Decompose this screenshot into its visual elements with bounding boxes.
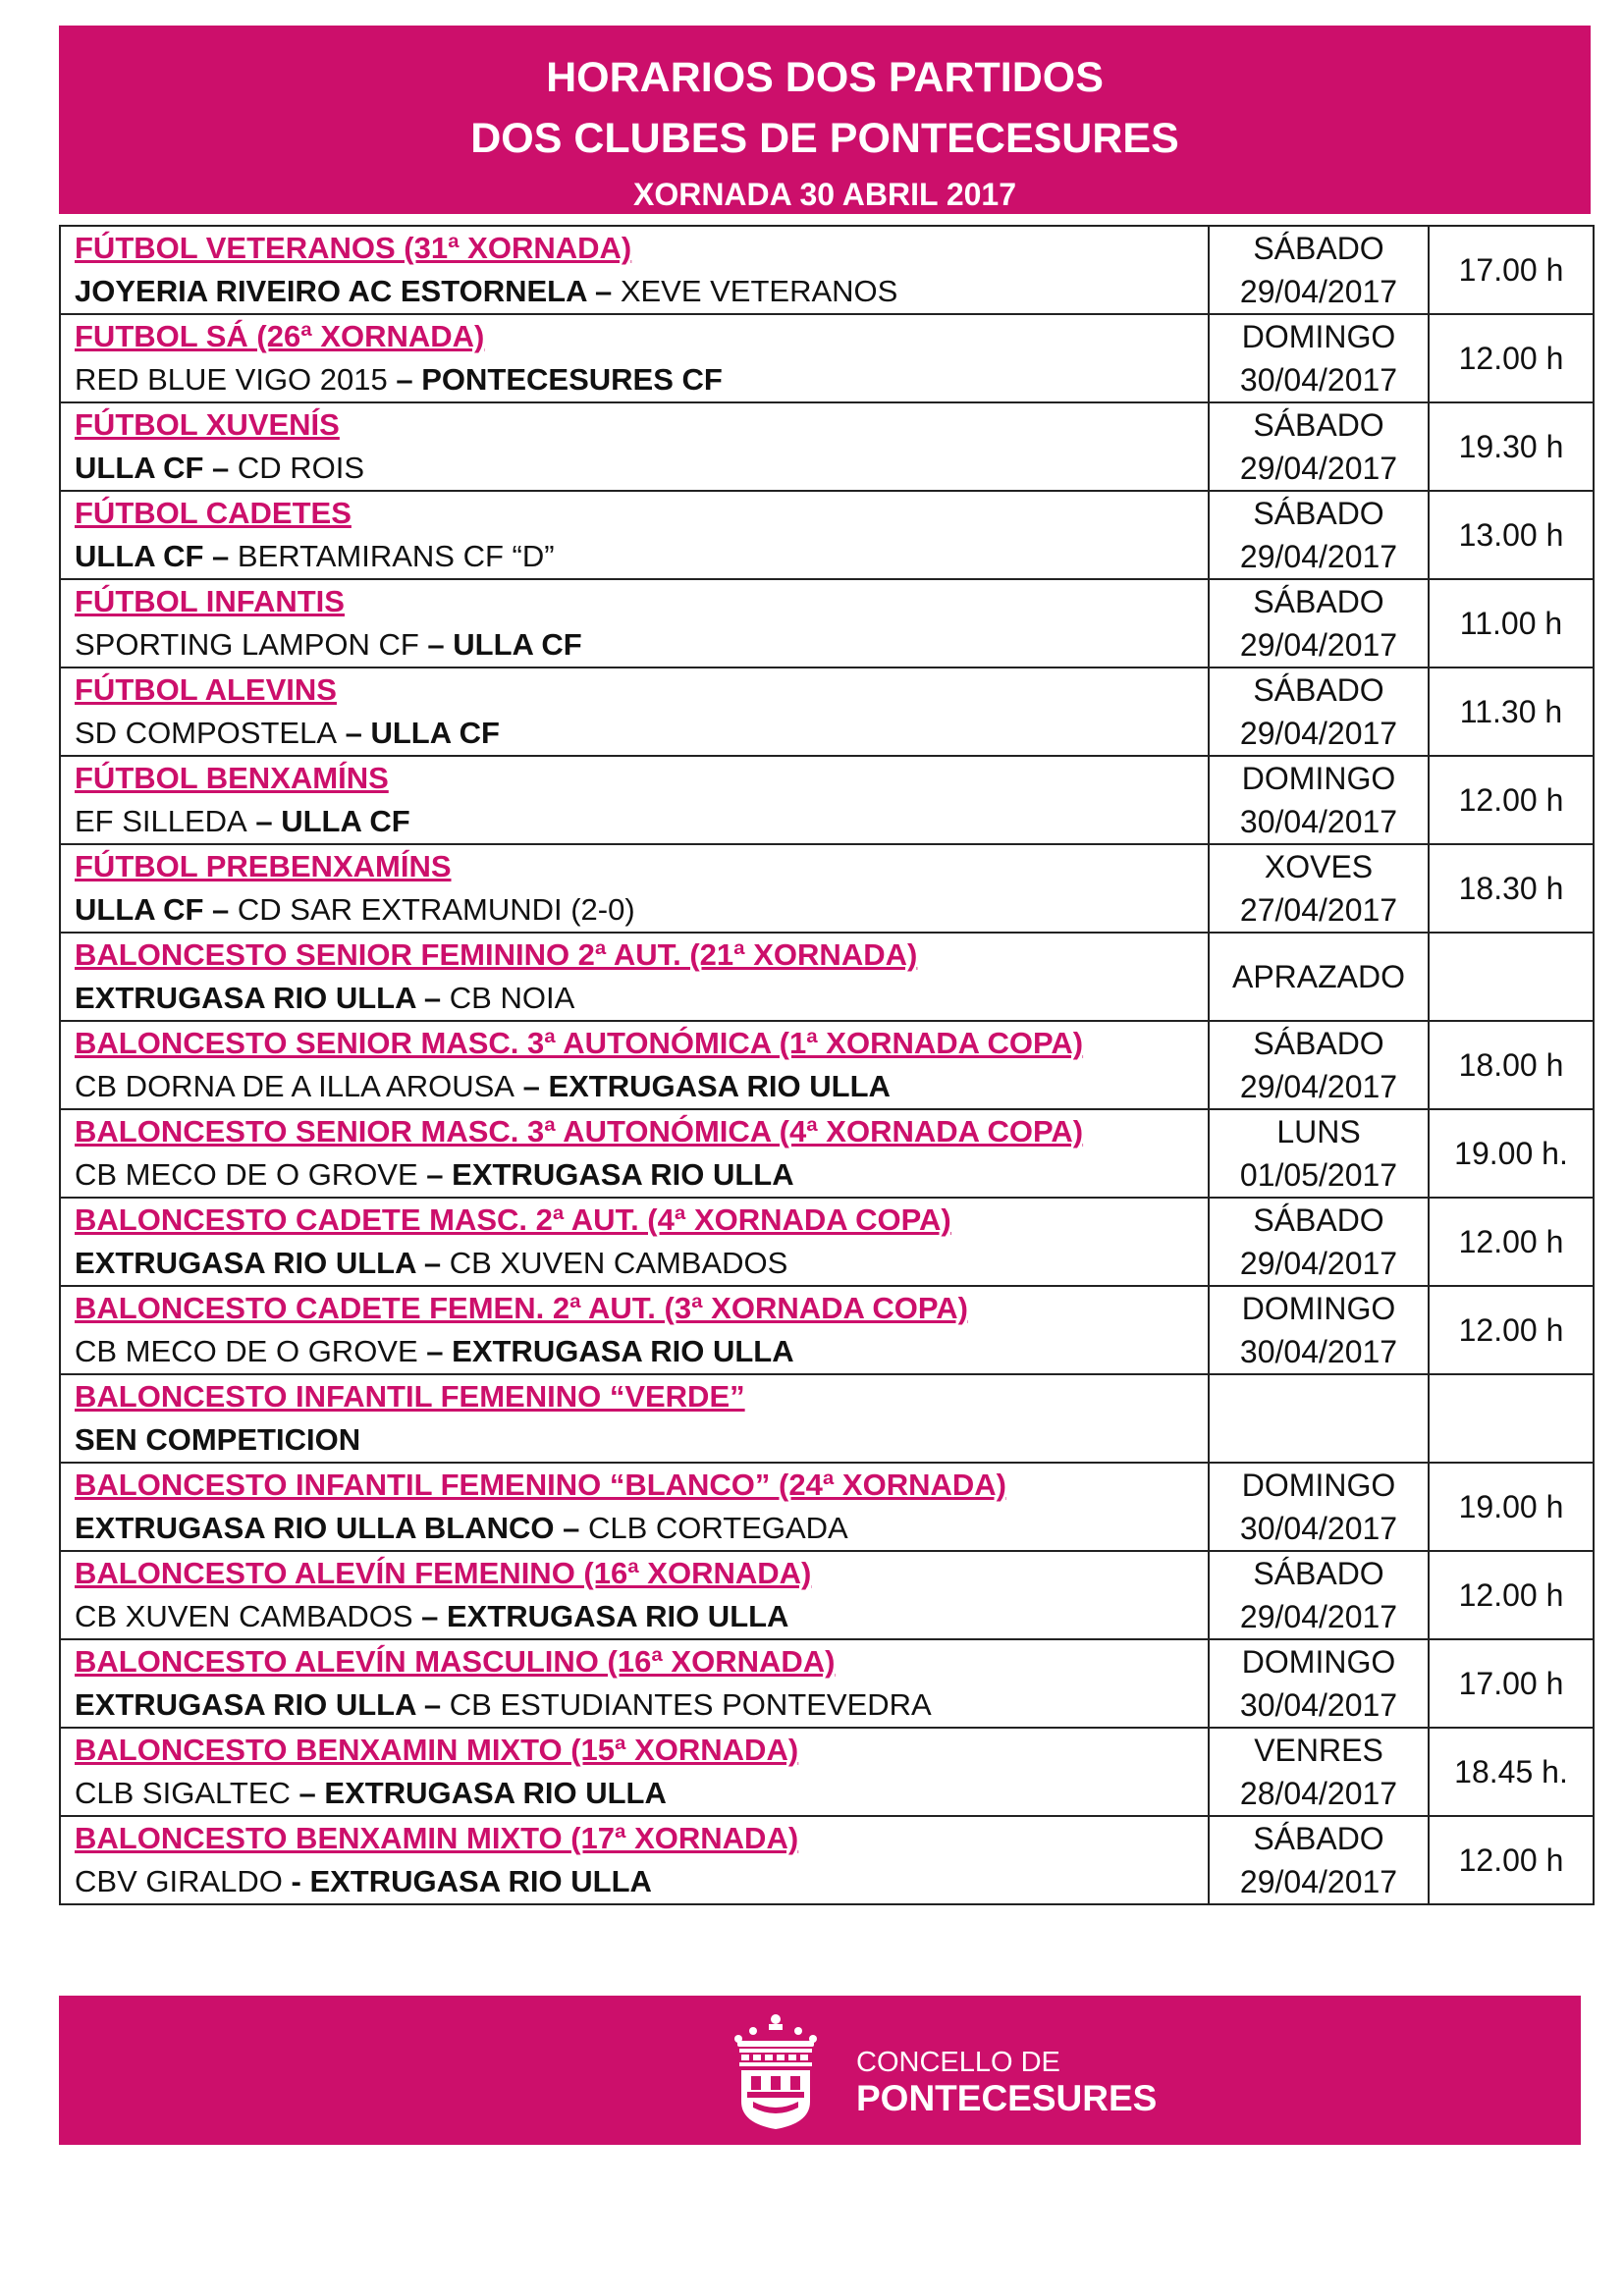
table-row xyxy=(60,1639,1594,1728)
match-cell xyxy=(60,667,1209,756)
table-row xyxy=(60,1463,1594,1551)
team-home: EF SILLEDA xyxy=(75,804,247,838)
category-label: FUTBOL SÁ (26ª XORNADA) xyxy=(75,319,485,353)
match-date: 30/04/2017 xyxy=(1239,1334,1398,1369)
weekday: DOMINGO xyxy=(1241,1291,1396,1326)
weekday: XOVES xyxy=(1264,849,1374,884)
match-date: 27/04/2017 xyxy=(1239,892,1398,928)
match-cell xyxy=(60,1728,1209,1816)
match-time: 12.00 h xyxy=(1458,1842,1564,1878)
team-separator: – xyxy=(203,539,238,573)
match-date: 29/04/2017 xyxy=(1239,1599,1398,1634)
match-cell xyxy=(60,402,1209,491)
town-crest-icon xyxy=(712,2011,839,2131)
team-home: SPORTING LAMPON CF xyxy=(75,627,419,662)
match-time: 12.00 h xyxy=(1458,1577,1564,1613)
match-cell xyxy=(60,1816,1209,1904)
match-time: 18.30 h xyxy=(1458,871,1564,906)
team-separator: – xyxy=(246,804,282,838)
category-label: FÚTBOL BENXAMÍNS xyxy=(75,761,389,795)
category-label: BALONCESTO INFANTIL FEMENINO “BLANCO” (24ª XORNADA) xyxy=(75,1468,1006,1502)
match-cell xyxy=(60,1109,1209,1198)
team-away: EXTRUGASA RIO ULLA xyxy=(446,1599,789,1633)
time-cell xyxy=(1429,226,1594,314)
teams-line xyxy=(75,888,1208,932)
date-cell xyxy=(1209,1109,1429,1198)
match-date: 30/04/2017 xyxy=(1239,362,1398,398)
team-separator: – xyxy=(586,274,621,308)
team-home: EXTRUGASA RIO ULLA BLANCO xyxy=(75,1511,555,1545)
time-cell xyxy=(1429,667,1594,756)
teams-line xyxy=(75,1330,1208,1373)
match-cell xyxy=(60,314,1209,402)
match-date: 29/04/2017 xyxy=(1239,539,1398,574)
time-cell xyxy=(1429,1639,1594,1728)
weekday: DOMINGO xyxy=(1241,761,1396,796)
category-label: FÚTBOL INFANTIS xyxy=(75,584,345,618)
table-row xyxy=(60,933,1594,1021)
team-home: CBV GIRALDO xyxy=(75,1864,283,1898)
weekday: DOMINGO xyxy=(1241,1468,1396,1503)
time-cell xyxy=(1429,1816,1594,1904)
team-home: EXTRUGASA RIO ULLA xyxy=(75,981,416,1015)
match-cell xyxy=(60,1198,1209,1286)
match-time: 19.00 h. xyxy=(1454,1136,1568,1171)
match-cell xyxy=(60,1463,1209,1551)
team-separator: - xyxy=(282,1864,310,1898)
team-away: CD ROIS xyxy=(237,451,365,485)
weekday: LUNS xyxy=(1276,1114,1361,1149)
team-separator: – xyxy=(415,981,450,1015)
team-away: EXTRUGASA RIO ULLA xyxy=(309,1864,652,1898)
date-cell xyxy=(1209,1463,1429,1551)
team-home: ULLA CF xyxy=(75,539,204,573)
match-time: 19.00 h xyxy=(1458,1489,1564,1524)
date-cell xyxy=(1209,1286,1429,1374)
team-separator: – xyxy=(290,1776,325,1810)
teams-line xyxy=(75,1772,1208,1815)
match-date: 29/04/2017 xyxy=(1239,274,1398,309)
team-separator: – xyxy=(337,716,371,750)
team-away: PONTECESURES CF xyxy=(421,362,723,397)
weekday: SÁBADO xyxy=(1253,1026,1384,1061)
match-date: 29/04/2017 xyxy=(1239,451,1398,486)
match-time: 12.00 h xyxy=(1458,341,1564,376)
match-cell xyxy=(60,491,1209,579)
date-cell xyxy=(1209,1816,1429,1904)
title-line-1: HORARIOS DOS PARTIDOS xyxy=(546,54,1104,101)
teams-line xyxy=(75,1683,1208,1727)
match-cell xyxy=(60,1374,1209,1463)
date-cell xyxy=(1209,491,1429,579)
weekday: SÁBADO xyxy=(1253,1202,1384,1238)
table-row xyxy=(60,1109,1594,1198)
team-home: CB XUVEN CAMBADOS xyxy=(75,1599,413,1633)
time-cell xyxy=(1429,933,1594,1021)
date-cell xyxy=(1209,844,1429,933)
table-row xyxy=(60,756,1594,844)
match-date: 30/04/2017 xyxy=(1239,1687,1398,1723)
date-cell xyxy=(1209,756,1429,844)
team-away: CB ESTUDIANTES PONTEVEDRA xyxy=(449,1687,932,1722)
match-date: 29/04/2017 xyxy=(1239,1069,1398,1104)
teams-line xyxy=(75,270,1208,313)
weekday: SÁBADO xyxy=(1253,407,1384,443)
match-time: 18.00 h xyxy=(1458,1047,1564,1083)
date-cell xyxy=(1209,1551,1429,1639)
time-cell xyxy=(1429,1728,1594,1816)
time-cell xyxy=(1429,1109,1594,1198)
team-away: CB NOIA xyxy=(449,981,575,1015)
logo-line-1: CONCELLO DE xyxy=(856,2047,1060,2078)
teams-line xyxy=(75,447,1208,490)
match-time: 12.00 h xyxy=(1458,1312,1564,1348)
match-cell xyxy=(60,844,1209,933)
match-time: 17.00 h xyxy=(1458,1666,1564,1701)
team-home: RED BLUE VIGO 2015 xyxy=(75,362,388,397)
match-cell xyxy=(60,933,1209,1021)
category-label: BALONCESTO SENIOR FEMININO 2ª AUT. (21ª XORNADA) xyxy=(75,937,918,972)
weekday: SÁBADO xyxy=(1253,672,1384,708)
weekday: SÁBADO xyxy=(1253,231,1384,266)
page-footer xyxy=(59,1996,1581,2145)
match-time: 19.30 h xyxy=(1458,429,1564,464)
team-away: CLB CORTEGADA xyxy=(588,1511,848,1545)
team-home: CLB SIGALTEC xyxy=(75,1776,291,1810)
weekday: APRAZADO xyxy=(1231,959,1406,994)
match-date: 29/04/2017 xyxy=(1239,716,1398,751)
team-away: ULLA CF xyxy=(370,716,500,750)
match-cell xyxy=(60,579,1209,667)
team-away: ULLA CF xyxy=(281,804,410,838)
match-cell xyxy=(60,1021,1209,1109)
match-date: 30/04/2017 xyxy=(1239,1511,1398,1546)
date-cell xyxy=(1209,1639,1429,1728)
team-home: JOYERIA RIVEIRO AC ESTORNELA xyxy=(75,274,587,308)
date-cell xyxy=(1209,1728,1429,1816)
team-separator: – xyxy=(417,1334,453,1368)
teams-line xyxy=(75,1153,1208,1197)
team-away: EXTRUGASA RIO ULLA xyxy=(324,1776,667,1810)
date-cell xyxy=(1209,402,1429,491)
match-time: 17.00 h xyxy=(1458,252,1564,288)
category-label: BALONCESTO CADETE FEMEN. 2ª AUT. (3ª XORNADA COPA) xyxy=(75,1291,968,1325)
teams-line xyxy=(75,1507,1208,1550)
team-home: ULLA CF xyxy=(75,451,204,485)
team-separator: – xyxy=(415,1687,450,1722)
time-cell xyxy=(1429,1463,1594,1551)
weekday: SÁBADO xyxy=(1253,496,1384,531)
team-separator: – xyxy=(387,362,422,397)
table-row xyxy=(60,491,1594,579)
team-home: CB MECO DE O GROVE xyxy=(75,1334,418,1368)
schedule-body xyxy=(60,226,1594,1904)
team-home: SD COMPOSTELA xyxy=(75,716,337,750)
time-cell xyxy=(1429,1551,1594,1639)
category-label: FÚTBOL VETERANOS (31ª XORNADA) xyxy=(75,231,632,265)
time-cell xyxy=(1429,1374,1594,1463)
match-time: 12.00 h xyxy=(1458,1224,1564,1259)
team-away: BERTAMIRANS CF “D” xyxy=(237,539,555,573)
teams-line xyxy=(75,977,1208,1020)
table-row xyxy=(60,1816,1594,1904)
time-cell xyxy=(1429,491,1594,579)
category-label: FÚTBOL XUVENÍS xyxy=(75,407,340,442)
table-row xyxy=(60,844,1594,933)
category-label: BALONCESTO ALEVÍN MASCULINO (16ª XORNADA) xyxy=(75,1644,836,1679)
table-row xyxy=(60,667,1594,756)
team-home: EXTRUGASA RIO ULLA xyxy=(75,1687,416,1722)
team-separator: – xyxy=(203,892,238,927)
team-separator: – xyxy=(203,451,238,485)
match-time: 11.00 h xyxy=(1459,606,1563,641)
match-date: 01/05/2017 xyxy=(1239,1157,1398,1193)
date-cell xyxy=(1209,226,1429,314)
match-time: 11.30 h xyxy=(1459,694,1563,729)
team-away: EXTRUGASA RIO ULLA xyxy=(452,1157,794,1192)
table-row xyxy=(60,1551,1594,1639)
match-date: 29/04/2017 xyxy=(1239,1864,1398,1899)
match-time: 12.00 h xyxy=(1458,782,1564,818)
match-time: 13.00 h xyxy=(1458,517,1564,553)
teams-line xyxy=(75,623,1208,667)
table-row xyxy=(60,1021,1594,1109)
category-label: BALONCESTO CADETE MASC. 2ª AUT. (4ª XORNADA COPA) xyxy=(75,1202,951,1237)
time-cell xyxy=(1429,314,1594,402)
category-label: BALONCESTO ALEVÍN FEMENINO (16ª XORNADA) xyxy=(75,1556,812,1590)
match-cell xyxy=(60,756,1209,844)
teams-line xyxy=(75,712,1208,755)
match-time: 18.45 h. xyxy=(1454,1754,1568,1789)
team-away: ULLA CF xyxy=(453,627,582,662)
category-label: FÚTBOL CADETES xyxy=(75,496,352,530)
title-line-2: DOS CLUBES DE PONTECESURES xyxy=(470,115,1179,162)
time-cell xyxy=(1429,756,1594,844)
category-label: BALONCESTO BENXAMIN MIXTO (15ª XORNADA) xyxy=(75,1733,799,1767)
team-home: EXTRUGASA RIO ULLA xyxy=(75,1246,416,1280)
logo-line-2: PONTECESURES xyxy=(856,2078,1158,2118)
teams-line xyxy=(75,1595,1208,1638)
time-cell xyxy=(1429,844,1594,933)
table-row xyxy=(60,314,1594,402)
time-cell xyxy=(1429,1021,1594,1109)
teams-line xyxy=(75,535,1208,578)
match-date: 29/04/2017 xyxy=(1239,627,1398,663)
teams-line xyxy=(75,1860,1208,1903)
subtitle: XORNADA 30 ABRIL 2017 xyxy=(632,177,1017,212)
match-date: 28/04/2017 xyxy=(1239,1776,1398,1811)
team-away: CB XUVEN CAMBADOS xyxy=(449,1246,788,1280)
time-cell xyxy=(1429,1286,1594,1374)
teams-line xyxy=(75,800,1208,843)
team-away: CD SAR EXTRAMUNDI (2-0) xyxy=(237,892,635,927)
date-cell xyxy=(1209,667,1429,756)
table-row xyxy=(60,1374,1594,1463)
match-date: 29/04/2017 xyxy=(1239,1246,1398,1281)
weekday: DOMINGO xyxy=(1241,1644,1396,1680)
category-label: BALONCESTO BENXAMIN MIXTO (17ª XORNADA) xyxy=(75,1821,799,1855)
match-date: 30/04/2017 xyxy=(1239,804,1398,839)
table-row xyxy=(60,1198,1594,1286)
team-separator: – xyxy=(415,1246,450,1280)
teams-line xyxy=(75,1065,1208,1108)
date-cell xyxy=(1209,1021,1429,1109)
logo-text xyxy=(856,2047,1157,2119)
table-row xyxy=(60,579,1594,667)
table-row xyxy=(60,402,1594,491)
team-home: CB MECO DE O GROVE xyxy=(75,1157,418,1192)
table-row xyxy=(60,226,1594,314)
team-separator: – xyxy=(417,1157,453,1192)
category-label: BALONCESTO INFANTIL FEMENINO “VERDE” xyxy=(75,1379,745,1414)
weekday: SÁBADO xyxy=(1253,584,1384,619)
teams-line xyxy=(75,1418,1208,1462)
time-cell xyxy=(1429,1198,1594,1286)
category-label: FÚTBOL ALEVINS xyxy=(75,672,337,707)
date-cell xyxy=(1209,933,1429,1021)
page-header xyxy=(59,26,1591,214)
category-label: FÚTBOL PREBENXAMÍNS xyxy=(75,849,452,883)
weekday: DOMINGO xyxy=(1241,319,1396,354)
schedule-table xyxy=(59,225,1595,1905)
time-cell xyxy=(1429,579,1594,667)
match-cell xyxy=(60,1551,1209,1639)
category-label: BALONCESTO SENIOR MASC. 3ª AUTONÓMICA (1ª XORNADA COPA) xyxy=(75,1026,1084,1060)
team-away: EXTRUGASA RIO ULLA xyxy=(548,1069,891,1103)
date-cell xyxy=(1209,1374,1429,1463)
team-home: CB DORNA DE A ILLA AROUSA xyxy=(75,1069,514,1103)
date-cell xyxy=(1209,314,1429,402)
date-cell xyxy=(1209,1198,1429,1286)
table-row xyxy=(60,1728,1594,1816)
match-cell xyxy=(60,226,1209,314)
date-cell xyxy=(1209,579,1429,667)
table-row xyxy=(60,1286,1594,1374)
time-cell xyxy=(1429,402,1594,491)
category-label: BALONCESTO SENIOR MASC. 3ª AUTONÓMICA (4ª XORNADA COPA) xyxy=(75,1114,1084,1148)
team-separator: – xyxy=(514,1069,549,1103)
match-cell xyxy=(60,1639,1209,1728)
match-cell xyxy=(60,1286,1209,1374)
weekday: VENRES xyxy=(1254,1733,1383,1768)
weekday: SÁBADO xyxy=(1253,1821,1384,1856)
team-away: EXTRUGASA RIO ULLA xyxy=(452,1334,794,1368)
teams-line xyxy=(75,1242,1208,1285)
team-home: ULLA CF xyxy=(75,892,204,927)
team-home: SEN COMPETICION xyxy=(75,1422,361,1457)
team-separator: – xyxy=(554,1511,588,1545)
weekday: SÁBADO xyxy=(1253,1556,1384,1591)
team-separator: – xyxy=(418,627,454,662)
team-separator: – xyxy=(412,1599,447,1633)
team-away: XEVE VETERANOS xyxy=(620,274,898,308)
teams-line xyxy=(75,358,1208,401)
